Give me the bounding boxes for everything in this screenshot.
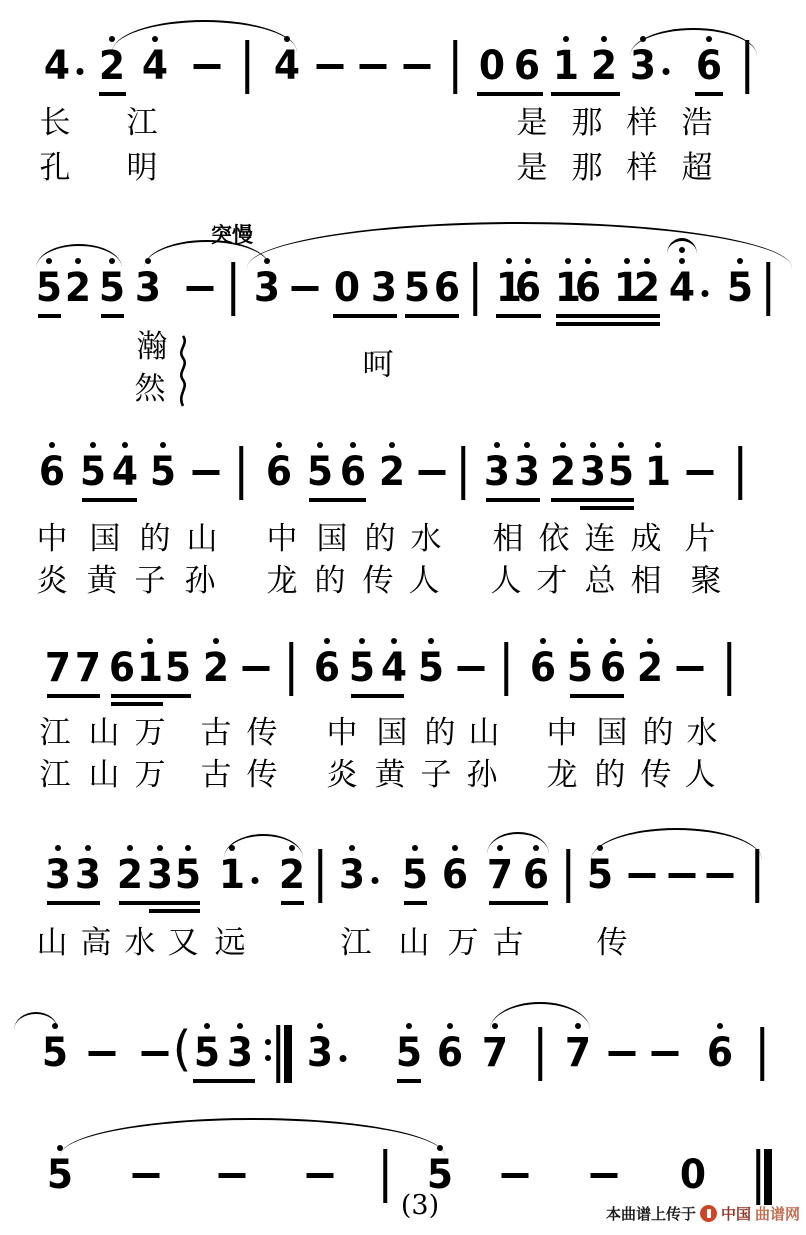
octave-dot — [160, 442, 166, 448]
note-digit: 7 — [564, 1030, 592, 1076]
note-digit: 4 — [141, 43, 169, 89]
augmentation-dot — [372, 877, 379, 884]
note-digit: 5 — [586, 852, 614, 898]
note-digit: 2 — [633, 265, 661, 311]
octave-dot — [350, 442, 356, 448]
lyric-char: 水 — [686, 715, 718, 751]
repeat-sign-thick-bar — [284, 1025, 292, 1083]
beam-underline — [551, 92, 620, 96]
note-digit: 5 — [149, 449, 177, 495]
note-digit: 6 — [436, 1030, 464, 1076]
note-digit: 6 — [313, 645, 341, 691]
beam-underline — [404, 901, 427, 905]
note-digit: 2 — [590, 43, 618, 89]
slur-arc — [14, 1012, 58, 1030]
lyric-char: 中 — [266, 521, 298, 557]
lyric-char: 聚 — [690, 563, 722, 599]
octave-dot — [85, 845, 91, 851]
beam-underline — [47, 901, 100, 905]
final-barline-thick — [764, 1149, 772, 1205]
barline — [566, 849, 570, 903]
dash-line — [307, 1173, 334, 1178]
site-name-light: 曲谱网 — [754, 1205, 800, 1223]
lyric-char: 样 — [626, 150, 658, 186]
note-digit: 3 — [370, 265, 398, 311]
repeat-dot — [265, 1055, 271, 1061]
lyric-char: 人 — [490, 563, 522, 599]
barline — [760, 1027, 764, 1081]
dash-line — [707, 873, 734, 878]
octave-dot — [55, 845, 61, 851]
octave-dot — [560, 442, 566, 448]
dash-line — [404, 64, 431, 69]
octave-dot — [717, 1023, 723, 1029]
dash-line — [89, 1051, 116, 1056]
slur-arc — [60, 1118, 445, 1156]
lyric-char: 高 — [80, 925, 112, 961]
octave-dot — [122, 442, 128, 448]
barline — [504, 642, 508, 696]
beam-underline — [551, 498, 634, 502]
lyric-char: 的 — [424, 715, 456, 751]
note-digit: 6 — [706, 1030, 734, 1076]
barline — [383, 1149, 387, 1203]
beam-underline — [99, 92, 126, 96]
dash-line — [629, 873, 656, 878]
lyric-char: 呵 — [362, 347, 394, 383]
note-digit: 4 — [668, 265, 696, 311]
note-digit: 4 — [43, 43, 71, 89]
lyric-char: 片 — [684, 521, 716, 557]
note-digit: 5 — [401, 852, 429, 898]
watermark-credit: 本曲谱上传于 — [605, 1205, 696, 1223]
slur-arc — [490, 1002, 590, 1030]
dash-line — [669, 873, 696, 878]
note-digit: 6 — [433, 265, 461, 311]
note-digit: 5 — [426, 1152, 454, 1198]
slur-arc — [487, 832, 549, 854]
note-digit: 3 — [226, 1030, 254, 1076]
lyric-char: 中 — [326, 715, 358, 751]
note-digit: 3 — [513, 449, 541, 495]
octave-dot — [317, 442, 323, 448]
beam-underline — [486, 498, 540, 502]
note-digit: 1 — [552, 43, 580, 89]
dash-line — [142, 1051, 169, 1056]
lyric-char: 黄 — [374, 757, 406, 793]
lyric-char: 江 — [126, 105, 158, 141]
beam-underline — [281, 901, 304, 905]
octave-dot — [317, 1023, 323, 1029]
beam-underline — [556, 322, 660, 326]
note-digit: 2 — [98, 43, 126, 89]
note-digit: 3 — [44, 852, 72, 898]
lyric-char: 又 — [167, 925, 199, 961]
note-digit: 2 — [636, 645, 664, 691]
note-digit: 0 — [478, 43, 506, 89]
lyric-char: 才 — [536, 563, 568, 599]
lyric-char: 山 — [468, 715, 500, 751]
octave-dot — [563, 36, 569, 42]
lyric-char: 炎 — [36, 563, 68, 599]
lyric-char: 人 — [408, 563, 440, 599]
barline — [727, 642, 731, 696]
note-digit: 1 — [495, 265, 523, 311]
lyric-char: 古 — [200, 757, 232, 793]
dash-line — [502, 1173, 529, 1178]
repeat-sign-thin-bar — [276, 1025, 280, 1083]
beam-underline — [47, 694, 100, 698]
lyric-char: 子 — [420, 757, 452, 793]
augmentation-dot — [702, 290, 709, 297]
lyric-char: 是 — [516, 105, 548, 141]
dash-line — [458, 666, 485, 671]
barline — [239, 446, 243, 500]
lyric-char: 远 — [214, 925, 246, 961]
octave-dot — [406, 1023, 412, 1029]
note-digit: 3 — [579, 449, 607, 495]
lyric-char: 长 — [39, 105, 71, 141]
note-digit: 3 — [483, 449, 511, 495]
note-digit: 6 — [441, 852, 469, 898]
octave-dot — [618, 442, 624, 448]
lyric-char: 子 — [134, 563, 166, 599]
note-digit: 6 — [514, 265, 542, 311]
augmentation-dot — [77, 68, 84, 75]
octave-dot — [494, 442, 500, 448]
dash-line — [609, 1051, 636, 1056]
note-digit: 1 — [644, 449, 672, 495]
lyric-char: 的 — [642, 715, 674, 751]
lyric-char: 国 — [596, 715, 628, 751]
lyric-char: 孔 — [39, 150, 71, 186]
lyric-char: 国 — [376, 715, 408, 751]
note-digit: 5 — [35, 265, 63, 311]
dash-line — [133, 1173, 160, 1178]
lyric-char: 相 — [492, 521, 524, 557]
lyric-char: 中 — [546, 715, 578, 751]
lyric-char: 依 — [538, 521, 570, 557]
note-digit: 2 — [378, 449, 406, 495]
note-digit: 4 — [273, 43, 301, 89]
lyric-char: 总 — [584, 563, 616, 599]
beam-underline — [119, 901, 200, 905]
note-digit: 6 — [574, 265, 602, 311]
octave-dot — [428, 638, 434, 644]
note-digit: 3 — [134, 265, 162, 311]
octave-dot — [655, 442, 661, 448]
dash-line — [360, 64, 387, 69]
dash-line — [677, 666, 704, 671]
lyric-char: 是 — [516, 150, 548, 186]
lyric-char: 明 — [126, 150, 158, 186]
lyric-char: 国 — [316, 521, 348, 557]
slur-arc — [247, 222, 792, 268]
octave-dot — [610, 638, 616, 644]
beam-underline — [405, 314, 459, 318]
barline — [318, 849, 322, 903]
note-digit: 6 — [38, 449, 66, 495]
slur-arc — [630, 28, 757, 56]
lyric-char: 超 — [681, 150, 713, 186]
note-digit: 2 — [64, 265, 92, 311]
note-digit: 5 — [46, 1152, 74, 1198]
site-name-bold: 中国 — [720, 1205, 751, 1223]
lyric-char: 成 — [630, 521, 662, 557]
note-digit: 5 — [726, 265, 754, 311]
beam-underline — [570, 694, 624, 698]
barline — [538, 1027, 542, 1081]
lyric-char: 的 — [139, 521, 171, 557]
barline — [453, 40, 457, 94]
dash-line — [419, 470, 446, 475]
note-digit: 7 — [74, 645, 102, 691]
melisma-wavy-line — [176, 334, 190, 410]
octave-dot — [647, 638, 653, 644]
octave-dot — [213, 638, 219, 644]
barline — [289, 642, 293, 696]
note-digit: 6 — [695, 43, 723, 89]
lyric-char: 样 — [626, 105, 658, 141]
note-digit: 3 — [74, 852, 102, 898]
slur-arc — [36, 244, 122, 268]
note-digit: 4 — [111, 449, 139, 495]
octave-dot — [185, 845, 191, 851]
beam-underline — [82, 498, 137, 502]
lyric-char: 龙 — [546, 757, 578, 793]
beam-underline — [695, 92, 723, 96]
beam-underline — [496, 314, 541, 318]
note-digit: 6 — [513, 43, 541, 89]
note-digit: 5 — [98, 265, 126, 311]
note-digit: 6 — [108, 645, 136, 691]
beam-underline — [193, 1079, 255, 1083]
final-barline-thin — [756, 1149, 760, 1205]
note-digit: 6 — [599, 645, 627, 691]
octave-dot — [276, 442, 282, 448]
page-number: (3) — [400, 1190, 440, 1221]
lyric-char: 古 — [492, 925, 524, 961]
lyric-char: 传 — [596, 925, 628, 961]
note-digit: 5 — [395, 1030, 423, 1076]
note-digit: 6 — [339, 449, 367, 495]
note-digit: 6 — [529, 645, 557, 691]
note-digit: 5 — [164, 645, 192, 691]
lyric-char: 龙 — [266, 563, 298, 599]
octave-dot — [389, 442, 395, 448]
dash-line — [292, 286, 319, 291]
note-digit: 1 — [613, 265, 641, 311]
lyric-char: 江 — [39, 757, 71, 793]
lyric-char: 的 — [364, 521, 396, 557]
beam-underline — [111, 694, 191, 698]
barline — [738, 446, 742, 500]
dash-line — [219, 1173, 246, 1178]
lyric-char: 万 — [134, 715, 166, 751]
note-digit: 5 — [607, 449, 635, 495]
slur-arc — [591, 828, 762, 860]
dash-line — [687, 470, 714, 475]
barline — [766, 262, 770, 316]
octave-dot — [359, 638, 365, 644]
dash-line — [591, 1173, 618, 1178]
note-digit: 3 — [146, 852, 174, 898]
lyric-char: 万 — [447, 925, 479, 961]
note-digit: 6 — [265, 449, 293, 495]
note-digit: 2 — [116, 852, 144, 898]
slur-arc — [224, 834, 303, 858]
lyric-char: 连 — [584, 521, 616, 557]
lyric-char: 山 — [186, 521, 218, 557]
note-digit: 5 — [306, 449, 334, 495]
note-digit: 3 — [629, 43, 657, 89]
lyric-char: 然 — [134, 371, 166, 407]
lyric-char: 相 — [630, 563, 662, 599]
note-digit: 7 — [481, 1030, 509, 1076]
octave-dot — [147, 638, 153, 644]
lyric-char: 水 — [124, 925, 156, 961]
octave-dot — [540, 638, 546, 644]
lyric-char: 传 — [362, 563, 394, 599]
octave-dot — [90, 442, 96, 448]
dash-line — [652, 1051, 679, 1056]
dash-line — [317, 64, 344, 69]
lyric-char: 黄 — [86, 563, 118, 599]
site-logo-icon — [700, 1205, 717, 1222]
note-digit: 4 — [380, 645, 408, 691]
lyric-char: 山 — [88, 757, 120, 793]
dash-line — [194, 64, 221, 69]
note-digit: 5 — [403, 265, 431, 311]
note-digit: 1 — [218, 852, 246, 898]
beam-underline — [309, 498, 366, 502]
beam-underline — [149, 909, 200, 913]
augmentation-dot — [340, 1055, 347, 1062]
lyric-char: 江 — [39, 715, 71, 751]
note-digit: 3 — [253, 265, 281, 311]
lyric-char: 国 — [89, 521, 121, 557]
note-digit: 3 — [338, 852, 366, 898]
note-digit: 5 — [348, 645, 376, 691]
beam-underline — [397, 1079, 421, 1083]
lyric-char: 中 — [36, 521, 68, 557]
barline — [461, 446, 465, 500]
note-digit: 1 — [136, 645, 164, 691]
octave-dot — [524, 442, 530, 448]
lyric-char: 浩 — [681, 105, 713, 141]
octave-dot — [237, 1023, 243, 1029]
lyric-char: 孙 — [184, 563, 216, 599]
note-digit: 3 — [306, 1030, 334, 1076]
beam-underline — [351, 694, 404, 698]
note-digit: 1 — [554, 265, 582, 311]
octave-dot — [109, 36, 115, 42]
lyric-char: 水 — [410, 521, 442, 557]
augmentation-dot — [663, 68, 670, 75]
octave-dot — [49, 442, 55, 448]
beam-underline — [556, 314, 660, 318]
note-digit: 0 — [333, 265, 361, 311]
note-digit: 2 — [278, 852, 306, 898]
note-digit: 2 — [549, 449, 577, 495]
beam-underline — [580, 506, 634, 510]
octave-dot — [590, 442, 596, 448]
beam-underline — [101, 314, 124, 318]
note-digit: 5 — [41, 1030, 69, 1076]
note-digit: 5 — [566, 645, 594, 691]
beam-underline — [489, 901, 548, 905]
lyric-char: 的 — [314, 563, 346, 599]
lyric-char: 那 — [571, 105, 603, 141]
octave-dot — [601, 36, 607, 42]
beam-underline — [477, 92, 543, 96]
augmentation-dot — [252, 877, 259, 884]
note-digit: 7 — [486, 852, 514, 898]
lyric-char: 山 — [88, 715, 120, 751]
lyric-char: 人 — [684, 757, 716, 793]
repeat-dot — [265, 1039, 271, 1045]
lyric-char: 山 — [398, 925, 430, 961]
beam-underline — [333, 314, 397, 318]
octave-dot — [204, 1023, 210, 1029]
note-digit: 6 — [522, 852, 550, 898]
lyric-char: 江 — [340, 925, 372, 961]
octave-dot — [412, 845, 418, 851]
lyric-char: 万 — [134, 757, 166, 793]
note-digit: 5 — [417, 645, 445, 691]
beam-underline — [38, 314, 61, 318]
dash-line — [243, 666, 270, 671]
note-digit: 5 — [79, 449, 107, 495]
note-digit: 5 — [174, 852, 202, 898]
octave-dot — [324, 638, 330, 644]
octave-dot — [391, 638, 397, 644]
dash-line — [193, 470, 220, 475]
slur-arc — [112, 20, 297, 52]
lyric-char: 古 — [200, 715, 232, 751]
octave-dot — [447, 1023, 453, 1029]
parenthesis: ( — [172, 1021, 192, 1077]
lyric-char: 炎 — [326, 757, 358, 793]
barline — [473, 262, 477, 316]
note-digit: 2 — [202, 645, 230, 691]
lyric-char: 孙 — [466, 757, 498, 793]
tempo-annotation: 突慢 — [211, 223, 253, 247]
octave-dot — [349, 845, 355, 851]
octave-dot — [157, 845, 163, 851]
lyric-char: 山 — [36, 925, 68, 961]
dash-line — [187, 286, 214, 291]
note-digit: 5 — [193, 1030, 221, 1076]
octave-dot — [577, 638, 583, 644]
watermark — [606, 1203, 800, 1224]
barline — [231, 262, 235, 316]
lyric-char: 传 — [640, 757, 672, 793]
note-digit: 7 — [44, 645, 72, 691]
lyric-char: 瀚 — [136, 329, 168, 365]
octave-dot — [452, 845, 458, 851]
octave-dot — [127, 845, 133, 851]
beam-underline — [111, 702, 163, 706]
lyric-char: 的 — [594, 757, 626, 793]
lyric-char: 传 — [246, 715, 278, 751]
lyric-char: 传 — [246, 757, 278, 793]
note-digit: 0 — [679, 1152, 707, 1198]
lyric-char: 那 — [571, 150, 603, 186]
